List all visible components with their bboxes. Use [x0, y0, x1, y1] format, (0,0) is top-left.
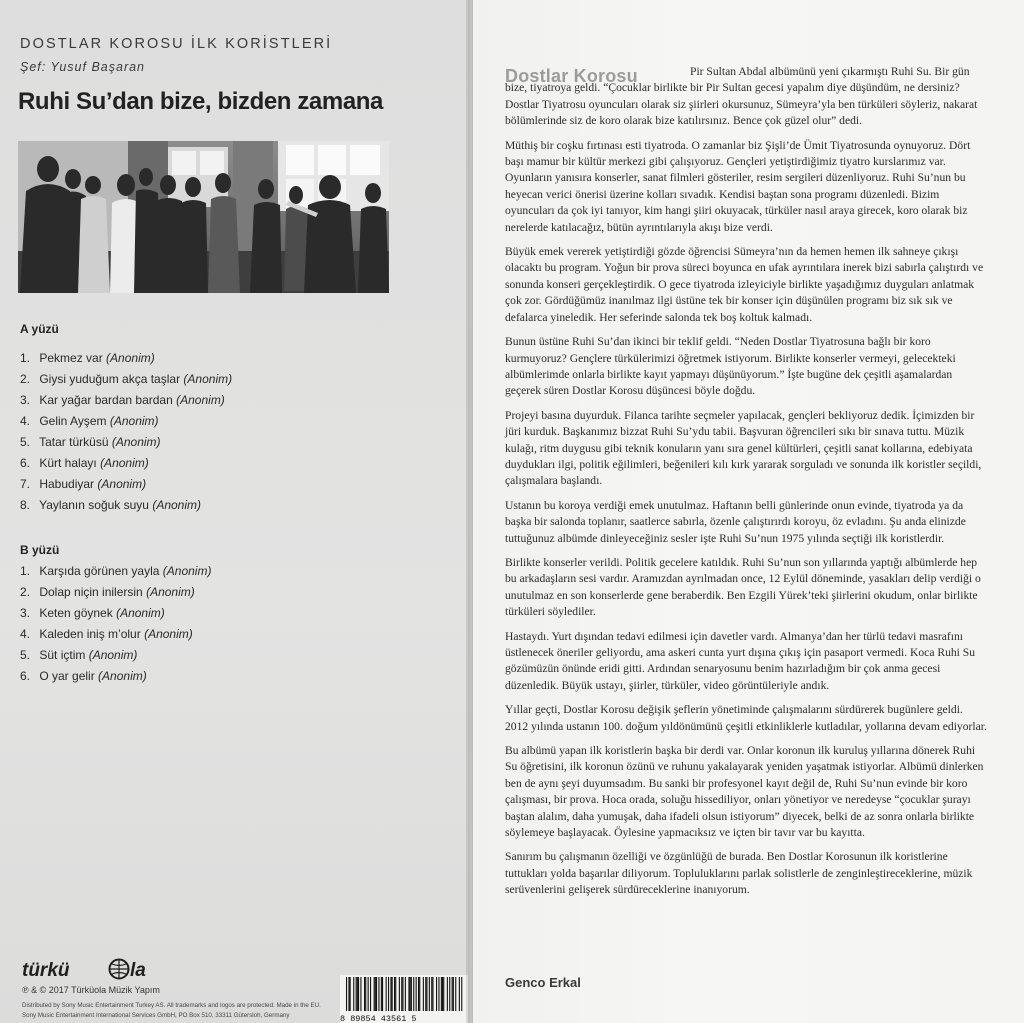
- barcode-bar: [447, 977, 448, 1011]
- barcode-bar: [378, 977, 379, 1011]
- barcode-bar: [438, 977, 439, 1011]
- barcode-bar: [443, 977, 444, 1011]
- barcode-bar: [423, 977, 424, 1011]
- barcode-bar: [348, 977, 349, 1011]
- barcode-bar: [449, 977, 450, 1011]
- barcode-bar: [402, 977, 403, 1011]
- copyright-line: ℗ & © 2017 Türküola Müzik Yapım: [22, 985, 160, 995]
- track-item: 4. Kaleden iniş m’olur (Anonim): [20, 627, 193, 641]
- barcode-bar: [386, 977, 387, 1011]
- barcode-bar: [411, 977, 412, 1011]
- side-a-heading: A yüzü: [20, 322, 59, 336]
- side-b-track-list: [20, 564, 211, 690]
- barcode-bar: [395, 977, 396, 1011]
- barcode-bar: [370, 977, 371, 1011]
- track-item: 3. Keten göynek (Anonim): [20, 606, 165, 620]
- article-paragraph: Bu albümü yapan ilk koristlerin başka bir derdi var. Onlar koronun ilk kuruluş yıllarına dönerek Ruhi Su öğretisini, ilk koronun özünü ve ruhunu yakalayarak yeniden yaşatmak istiyorlar. Albümü dinlerken ben de aynı şeyi duyumsadım. Bu sanki bir profesyonel kayıt değil de, Ruhi Su’nun evinde bir koro çalışması, bir prova. Hoca orada, soluğu hissediliyor, onları yönetiyor ve neredeyse “çocuklar şurayı baştan alalım, daha yumuşak, daha ifadeli olsun istiyorum” diyecek, belki de az sonra onlarla birlikte söylemeye başlayacak. Öylesine yapmacıksız ve içten bir tavır var bu kayıtta.: [505, 744, 984, 840]
- side-b-heading: B yüzü: [20, 543, 60, 557]
- barcode-bar: [429, 977, 430, 1011]
- track-item: 7. Habudiyar (Anonim): [20, 477, 147, 491]
- track-item: 1. Pekmez var (Anonim): [20, 351, 155, 365]
- barcode-bar: [356, 977, 357, 1011]
- barcode-bar: [425, 977, 426, 1011]
- barcode-bar: [381, 977, 382, 1011]
- article-paragraph: Ustanın bu koroya verdiği emek unutulmaz. Haftanın belli günlerinde onun evinde, tiyatroda ya da başka bir salonda toplanır, saatlerce sabırla, özenle çalıştırırdı koroyu, öz evladını. Şu anda elinizde tuttuğunuz albümde dinleyeceğiniz sesler işte Ruhi Su’nun 1975 yılında seçtiği ilk koristlerdir.: [505, 498, 966, 545]
- barcode-bar: [431, 977, 432, 1011]
- track-item: 6. O yar gelir (Anonim): [20, 669, 147, 683]
- series-title: DOSTLAR KOROSU İLK KORİSTLERİ: [20, 36, 333, 52]
- barcode-bar: [364, 977, 365, 1011]
- article-paragraph: Müthiş bir coşku fırtınası esti tiyatroda. O zamanlar biz Şişli’de Ümit Tiyatrosunda oynuyoruz. Dört başı mamur bir kültür merkezi gibi çalışıyoruz. Gençleri yetiştirdiğimiz tiyatro kurslarımız var. Oyunların yanısıra konserler, sanat filmleri gösteriler, resim sergileri düzenliyoruz. Ruhi Su’nun bu heyecan verici önerisi üzerine kolları sıvadık. Kendisi baştan sona programı düzenledi. Bizim oyuncuları da çok iyi tanıyor, kim hangi şiiri okuyacak, türküler nasıl araya girecek, koro olarak biz nerelerde katılacağız, bütün ayrıntılarıyla akışı bize verdi.: [505, 138, 971, 234]
- track-item: 3. Kar yağar bardan bardan (Anonim): [20, 393, 225, 407]
- article-paragraph: Bunun üstüne Ruhi Su’dan ikinci bir teklif geldi. “Neden Dostlar Tiyatrosuna bağlı bir koro kurmuyoruz? Gençlere türkülerimizi öğretmek istiyorum. Birlikte konserler vermeyi, gelecekteki albümlerimde onlarla birlikte kayıt yapmayı düşünüyorum.” İşte bugüne dek çeşitli aşamalardan geçerek süren Dostlar Korosu düşüncesi böyle doğdu.: [505, 335, 956, 398]
- choir-photo: [18, 141, 389, 293]
- barcode-bar: [461, 977, 462, 1011]
- barcode-bar: [426, 977, 427, 1011]
- article-title: Dostlar Korosu: [505, 66, 638, 86]
- track-item: 2. Giysi yuduğum akça taşlar (Anonim): [20, 372, 233, 386]
- barcode-bar: [455, 977, 456, 1011]
- barcode-bar: [360, 977, 361, 1011]
- barcode-bar: [453, 977, 454, 1011]
- turkuola-logo-mark: [22, 958, 172, 980]
- track-item: 4. Gelin Ayşem (Anonim): [20, 414, 159, 428]
- barcode-bar: [405, 977, 406, 1011]
- side-a-track-list: [20, 351, 232, 519]
- barcode-bar: [418, 977, 419, 1011]
- barcode-bar: [376, 977, 377, 1011]
- barcode-bar: [353, 977, 354, 1011]
- barcode-bar: [408, 977, 409, 1011]
- author-signature: Genco Erkal: [505, 975, 581, 990]
- svg-text:türkü: türkü: [22, 960, 70, 980]
- barcode-bar: [441, 977, 442, 1011]
- barcode-bar: [401, 977, 402, 1011]
- album-title: Ruhi Su’dan bize, bizden zamana: [18, 88, 383, 115]
- barcode-bar: [459, 977, 460, 1011]
- barcode-bar: [410, 977, 411, 1011]
- svg-text:la: la: [130, 960, 146, 980]
- distribution-note: Distributed by Sony Music Entertainment Turkey AS. All trademarks and logos are protected. Made in the EU.: [22, 1002, 321, 1009]
- barcode-bars: [332, 975, 468, 1023]
- track-item: 2. Dolap niçin inilersin (Anonim): [20, 585, 195, 599]
- article-paragraph: Büyük emek vererek yetiştirdiği gözde öğrencisi Sümeyra’nın da hemen hemen ilk sahneye çıkışı olacaktı bu program. Yoğun bir prova süreci boyunca en ufak ayrıntılara inerek bizi sabırla çalıştırdı ve sonunda konseri gerçekleştirdik. O gece tiyatroda izleyiciyle birlikte yaşadığımız duyguları anlatmak çok zor. Gördüğümüz inanılmaz ilgi üstüne tek bir konser için düşünülen programı biz sık sık ve defalarca yineledik. Her seferinde salonda tek boş koltuk kalmadı.: [505, 245, 984, 324]
- barcode-bar: [374, 977, 375, 1011]
- barcode-bar: [442, 977, 443, 1011]
- article-paragraph: Pir Sultan Abdal albümünü yeni çıkarmıştı Ruhi Su. Bir gün bize, tiyatroya geldi. “Çocuklar birlikte bir Pir Sultan gecesi yapalım diye düşündüm, ne dersiniz? Dostlar Tiyatrosu oyuncuları olarak siz şiirleri okursunuz, Sümeyra’yla ben türküleri söyleriz, nakarat bölümlerinde siz de koro olarak bize katılırsınız. Bence çok güzel olur” dedi.: [505, 65, 978, 128]
- article-paragraph: Projeyi basına duyurduk. Filanca tarihte seçmeler yapılacak, gençleri bekliyoruz dedik. İçimizden bir jüri kurduk. Başkanımız bizzat Ruhi Su’ydu tabii. Başvuran öğrencileri sıkı bir sınava tuttu. Müzik kulağı, ritm duygusu gibi teknik konuların yanı sıra genel kültürleri, çeşitli sanat kollarına, edebiyata duydukları ilgi, politik eğilimleri, beğenileri kılı kırk yararak sorguladı ve sonunda ilk koristler seçildi, çalışmalara başlandı.: [505, 408, 982, 488]
- article-paragraph: Yıllar geçti, Dostlar Korosu değişik şeflerin yönetiminde çalışmalarını sürdürerek bugünlere geldi. 2012 yılında ustanın 100. doğum yıldönümünü çeşitli etkinliklerle kutladılar, yollarına devam ediyorlar.: [505, 703, 987, 733]
- track-item: 5. Tatar türküsü (Anonim): [20, 435, 161, 449]
- barcode-bar: [432, 977, 433, 1011]
- article-paragraph: Birlikte konserler verildi. Politik gecelere katıldık. Ruhi Su’nun son yıllarında yaptığı albümlerde hep bu arkadaşların sesi vardır. Aramızdan ayrılmadan once, 12 Eylül döneminde, yasakları delip verdiği o unutulmaz en son konserlerde gene beraberdik. Ben Ezgili Yürek’teki şiirlerini okudum, onlar birlikte türküleri söylediler.: [505, 555, 981, 619]
- barcode-bar: [436, 977, 437, 1011]
- conductor-credit: Şef: Yusuf Başaran: [20, 60, 146, 74]
- choir-photo-image: [18, 141, 389, 293]
- barcode-bar: [392, 977, 393, 1011]
- barcode-bar: [375, 977, 376, 1011]
- track-item: 1. Karşıda görünen yayla (Anonim): [20, 564, 212, 578]
- barcode-bar: [350, 977, 351, 1011]
- barcode-digits: 8 89854 43561 5: [340, 1014, 417, 1023]
- liner-notes-article: [505, 64, 987, 907]
- track-item: 5. Süt içtim (Anonim): [20, 648, 138, 662]
- barcode-bar: [382, 977, 383, 1011]
- barcode-bar: [368, 977, 369, 1011]
- track-item: 6. Kürt halayı (Anonim): [20, 456, 149, 470]
- track-item: 8. Yaylanın soğuk suyu (Anonim): [20, 498, 202, 512]
- barcode-bar: [419, 977, 420, 1011]
- barcode-bar: [388, 977, 389, 1011]
- barcode-bar: [358, 977, 359, 1011]
- barcode: [332, 975, 468, 1023]
- barcode-bar: [413, 977, 414, 1011]
- barcode-bar: [399, 977, 400, 1011]
- barcode-bar: [365, 977, 366, 1011]
- back-cover-left-panel: [0, 0, 468, 1023]
- turkuola-logo: [22, 958, 172, 980]
- article-paragraph: Sanırım bu çalışmanın özelliği ve özgünlüğü de burada. Ben Dostlar Korosunun ilk koristlerine tuttukları yolda başarılar diliyorum. Topluluklarını parlak solistlerle de zenginleştireceklerine, müzik serüvenlerini gelişerek sürdüreceklerine inanıyorum.: [505, 850, 973, 897]
- barcode-bar: [394, 977, 395, 1011]
- company-address: Sony Music Entertainment International Services GmbH, PO Box 510, 33311 Gütersloh, Germany: [22, 1012, 290, 1019]
- barcode-bar: [390, 977, 391, 1011]
- article-paragraph: Hastaydı. Yurt dışından tedavi edilmesi için davetler vardı. Almanya’dan her türlü tedavi masrafını üstlenecek öneriler geliyordu, ama askeri cunta yurt dışına çıkış için pasaport vermedi. Koca Ruhi Su gözümüzün önünde eridi gitti. Ardından senaryosunu benim hazırladığım bir çok anma gecesi düzenledik. Büyük ustayı, şiirler, türküler, video görüntüleriyle andık.: [505, 629, 976, 692]
- barcode-bar: [346, 977, 347, 1011]
- barcode-bar: [357, 977, 358, 1011]
- barcode-bar: [452, 977, 453, 1011]
- barcode-bar: [416, 977, 417, 1011]
